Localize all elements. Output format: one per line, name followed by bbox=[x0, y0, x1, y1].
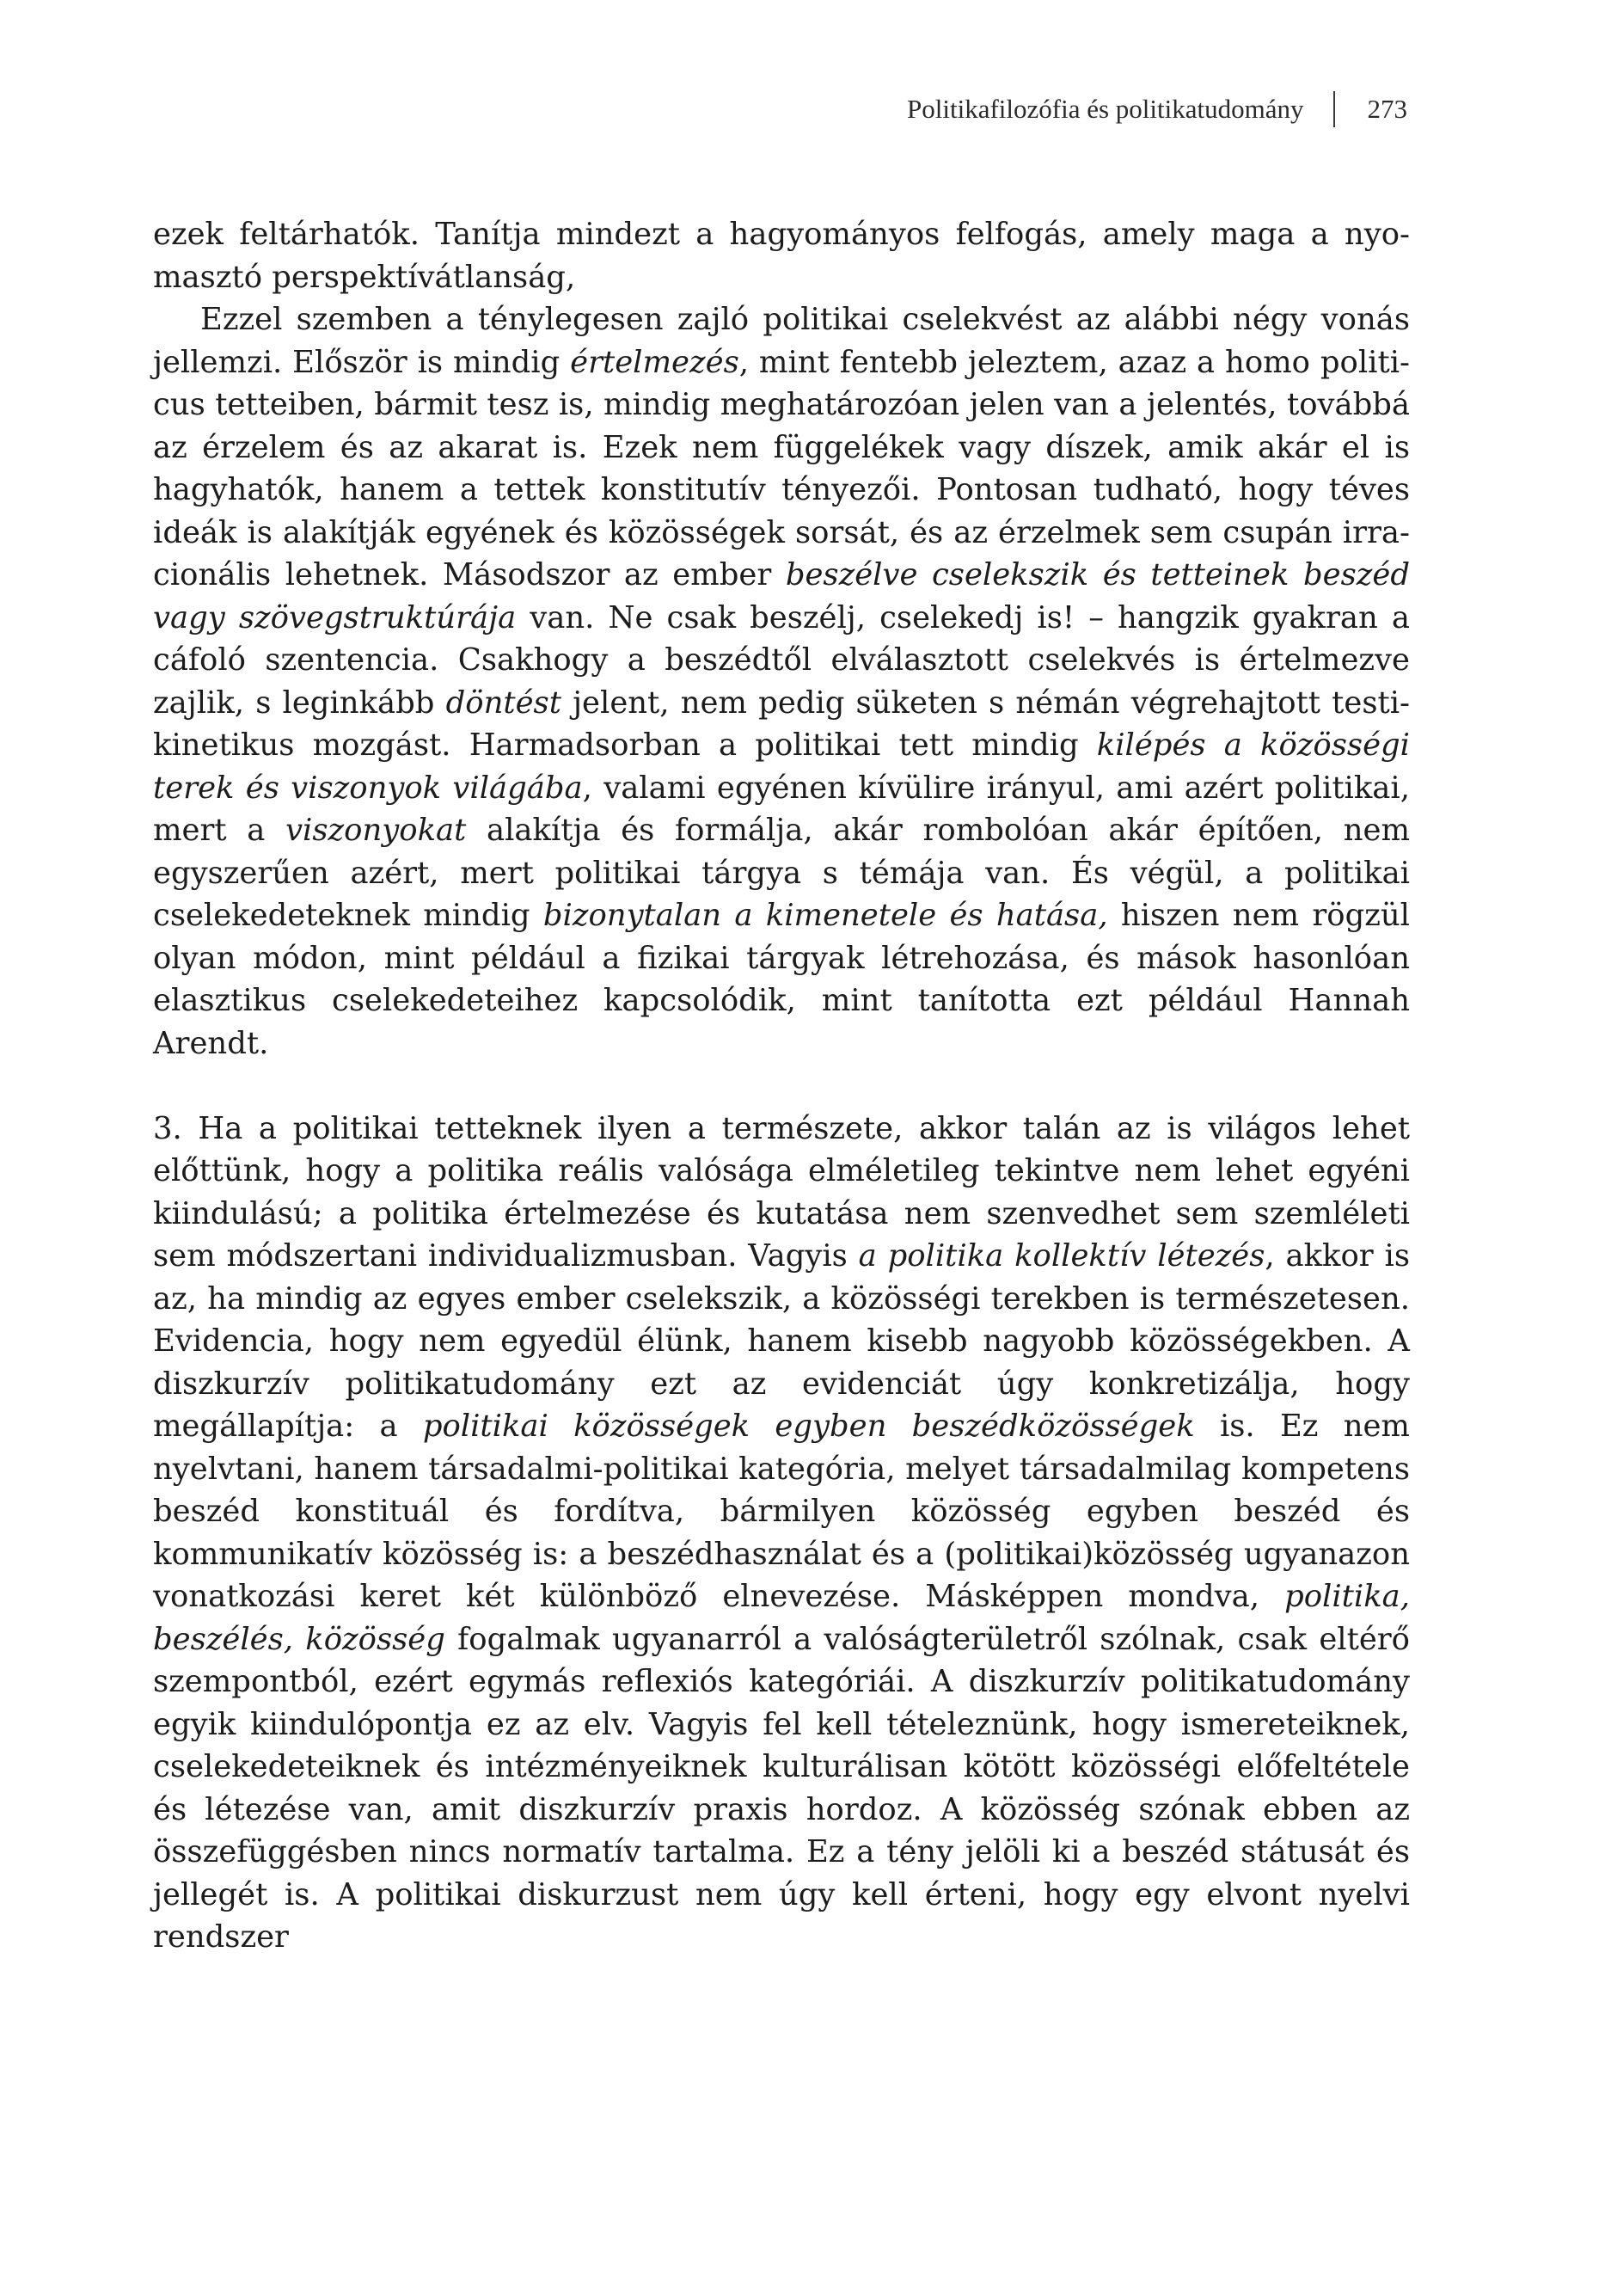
body-text bbox=[153, 213, 1410, 1959]
emphasis: politika, beszélés, közösség bbox=[153, 1579, 1410, 1657]
emphasis: értelmezés bbox=[570, 344, 739, 380]
running-title: Politikafilozófia és politikatudomány bbox=[907, 94, 1304, 124]
emphasis: politikai közösségek egyben beszédközösségek bbox=[422, 1409, 1195, 1444]
text-run: , mint fentebb jeleztem, azaz a homo politicus tetteiben, bármit tesz is, mindig meghatározóan jelen van a jelentés, továbbá az érzelem és az akarat is. Ezek nem függelékek vagy díszek, amik akár el is hagyhatók, hanem a tettek konstitutív tényezői. Pontosan tudható, hogy téves ideák is alakítják egyének és közösségek sorsát, és az érzelmek sem csupán irracionális lehetnek. Másodszor az ember bbox=[153, 344, 1410, 592]
emphasis: döntést bbox=[445, 685, 561, 721]
emphasis: a politika kollektív létezés bbox=[858, 1238, 1265, 1274]
paragraph-four-features bbox=[153, 298, 1410, 1065]
text-run: , valami egyénen kívülire irányul, ami azért politikai, mert a bbox=[153, 770, 1410, 848]
emphasis: beszélve cselekszik és tetteinek beszéd vagy szövegstruktúrája bbox=[153, 557, 1410, 635]
page-number: 273 bbox=[1367, 94, 1407, 124]
paragraph-section-3 bbox=[153, 1108, 1410, 1959]
text-run: fogalmak ugyanarról a valóságterületről szólnak, csak eltérő szempontból, ezért egymás reflexiós kategóriái. A diszkurzív politikatudomány egyik kiindulópontja ez az elv. Vagyis fel kell tételeznünk, hogy ismereteiknek, cselekedeteiknek és intézményeiknek kulturálisan kötött közösségi előfeltétele és létezése van, amit diszkurzív praxis hordoz. A közösség szónak ebben az összefüggésben nincs normatív tartalma. Ez a tény jelöli ki a beszéd státusát és jellegét is. A politikai diskurzust nem úgy kell érteni, hogy egy elvont nyelvi rendszer bbox=[153, 1621, 1410, 1955]
text-run: is. Ez nem nyelvtani, hanem társadalmi-politikai kategória, melyet társadalmilag kompetens beszéd konstituál és fordítva, bármilyen közösség egyben beszéd és kommunikatív közösség is: a beszédhasználat és a (politikai)közösség ugyanazon vonatkozási keret két különböző elnevezése. Másképpen mondva, bbox=[153, 1409, 1410, 1614]
emphasis: kilépés a közösségi terek és viszonyok világába bbox=[153, 727, 1410, 806]
running-head bbox=[907, 89, 1407, 130]
text-run: ezek feltárhatók. Tanítja mindezt a hagyományos felfogás, amely maga a nyomasztó perspektívátlanság, bbox=[153, 217, 1410, 295]
text-run: alakítja és formálja, akár rombolóan akár építően, nem egyszerűen azért, mert politikai tárgya s témája van. És végül, a politikai cselekedeteknek mindig bbox=[153, 813, 1411, 933]
paragraph-continuation bbox=[153, 213, 1410, 298]
text-run: jelent, nem pedig süketen s némán végrehajtott testi-kinetikus mozgást. Harmadsorban a politikai tett mindig bbox=[153, 685, 1410, 763]
text-run: hiszen nem rögzül olyan módon, mint például a fizikai tárgyak létrehozása, és mások hasonlóan elasztikus cselekedeteihez kapcsolódik, mint tanította ezt például Hannah Arendt. bbox=[153, 898, 1411, 1061]
text-run: van. Ne csak beszélj, cselekedj is! – hangzik gyakran a cáfoló szentencia. Csakhogy a beszédtől elválasztott cselekvés is értelmezve zajlik, s leginkább bbox=[153, 599, 1411, 721]
text-run: Ezzel szemben a ténylegesen zajló politikai cselekvést az alábbi négy vonás jellemzi. Először is mindig bbox=[153, 302, 1410, 380]
text-run: 3. Ha a politikai tetteknek ilyen a természete, akkor talán az is világos lehet előttünk, hogy a politika reális valósága elméletileg tekintve nem lehet egyéni kiindulású; a politika értelmezése és kutatása nem szenvedhet sem szemléleti sem módszertani individualizmusban. Vagyis bbox=[153, 1110, 1410, 1274]
text-run: , akkor is az, ha mindig az egyes ember cselekszik, a közösségi terekben is természetesen. Evidencia, hogy nem egyedül élünk, hanem kisebb nagyobb közösségekben. A diszkurzív politikatudomány ezt az evidenciát úgy konkretizálja, hogy megállapítja: a bbox=[153, 1238, 1410, 1444]
emphasis: viszonyokat bbox=[285, 813, 467, 848]
emphasis: bizonytalan a kimenetele és hatása, bbox=[542, 898, 1108, 933]
header-separator bbox=[1333, 91, 1335, 127]
